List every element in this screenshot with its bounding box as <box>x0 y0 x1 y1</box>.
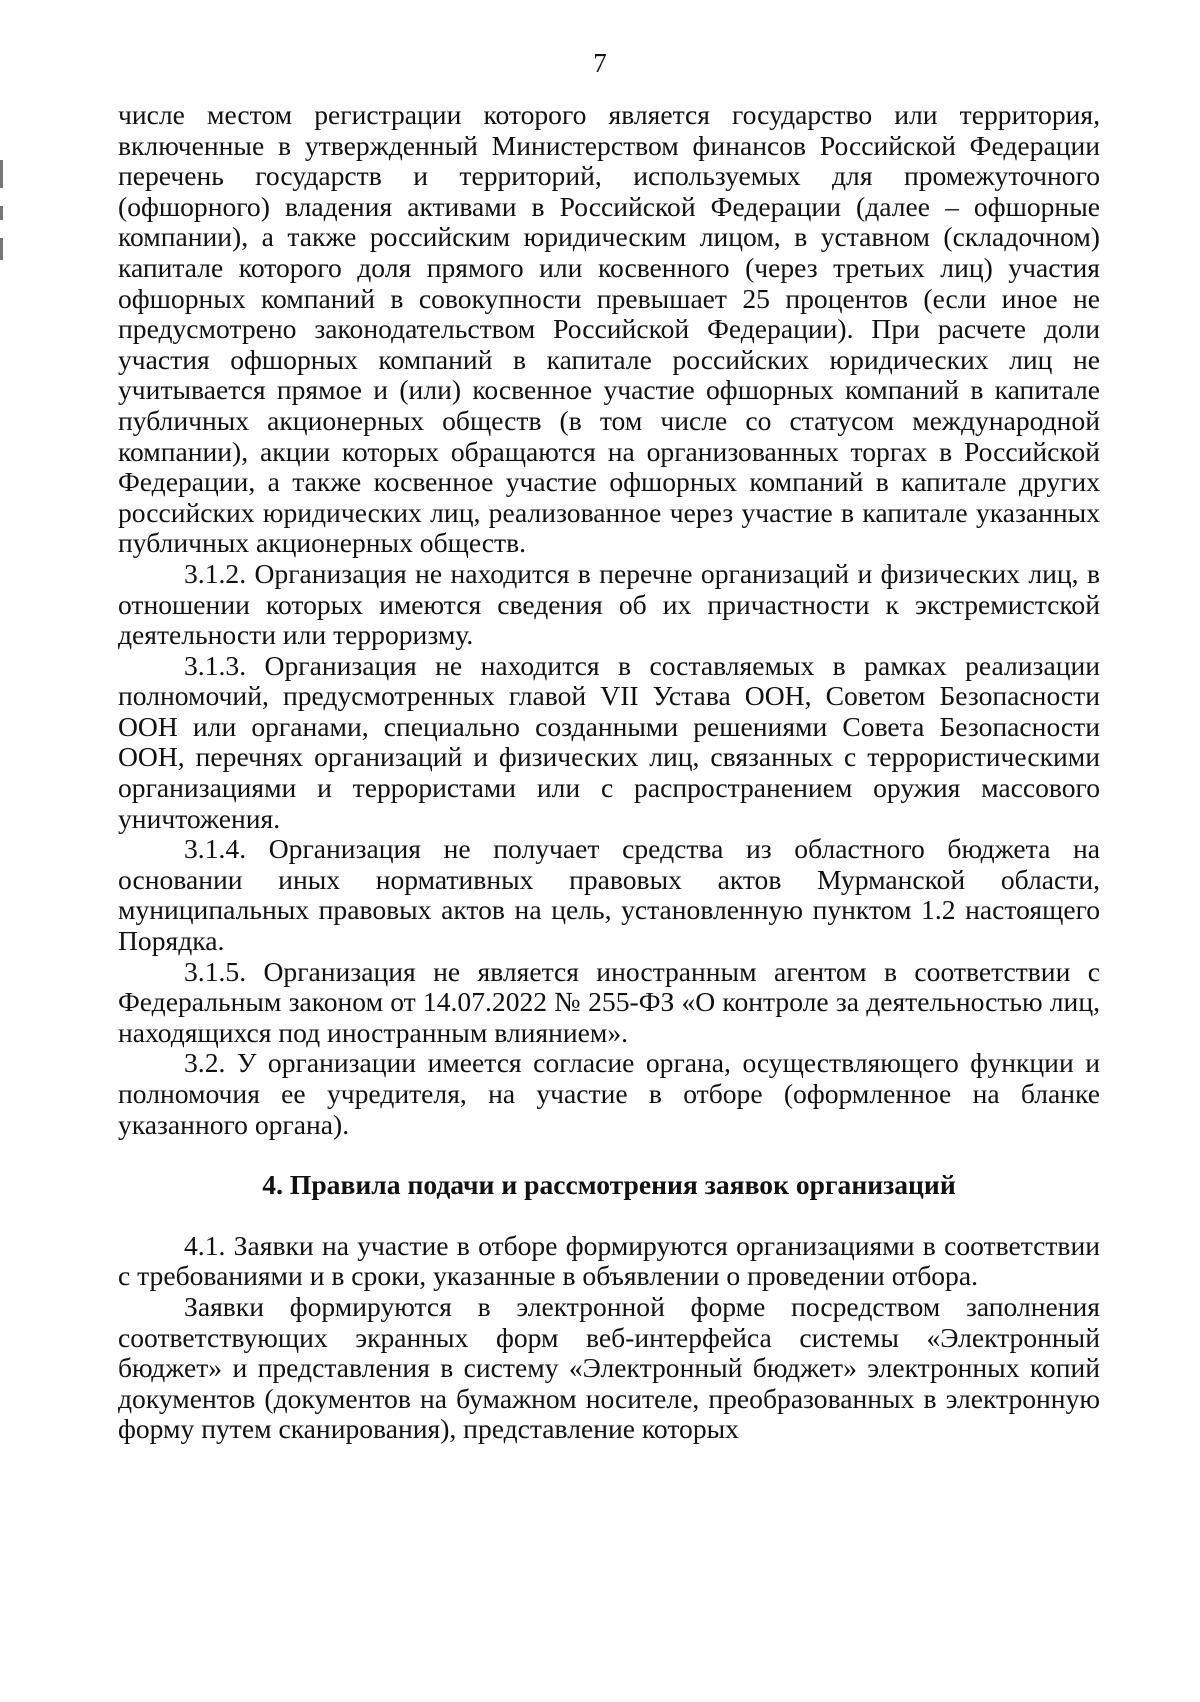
paragraph-3-2: 3.2. У организации имеется согласие органа, осуществляющего функции и полномочия ее учредителя, на участие в отборе (оформленное на бланке указанного органа). <box>118 1047 1100 1140</box>
paragraph-offshore-continuation: числе местом регистрации которого является государство или территория, включенные в утвержденный Министерством финансов Российской Федерации перечень государств и территорий, используемых для промежуточного (офшорного) владения активами в Российской Федерации (далее – офшорные компании), а также российским юридическим лицом, в уставном (складочном) капитале которого доля прямого или косвенного (через третьих лиц) участия офшорных компаний в совокупности превышает 25 процентов (если иное не предусмотрено законодательством Российской Федерации). При расчете доли участия офшорных компаний в капитале российских юридических лиц не учитывается прямое и (или) косвенное участие офшорных компаний в капитале публичных акционерных обществ (в том числе со статусом международной компании), акции которых обращаются на организованных торгах в Российской Федерации, а также косвенное участие офшорных компаний в капитале других российских юридических лиц, реализованное через участие в капитале указанных публичных акционерных обществ. <box>118 99 1100 559</box>
scan-mark <box>0 160 3 188</box>
paragraph-3-1-5: 3.1.5. Организация не является иностранным агентом в соответствии с Федеральным законом от 14.07.2022 № 255-ФЗ «О контроле за деятельностью лиц, находящихся под иностранным влиянием». <box>118 955 1100 1048</box>
section-heading: 4. Правила подачи и рассмотрения заявок организаций <box>262 1169 956 1201</box>
paragraph-3-1-4: 3.1.4. Организация не получает средства из областного бюджета на основании иных нормативных правовых актов Мурманской области, муниципальных правовых актов на цель, установленную пунктом 1.2 настоящего Порядка. <box>118 833 1100 957</box>
scan-margin-marks <box>0 160 4 330</box>
document-body <box>118 100 1100 1445</box>
paragraph-electronic-form: Заявки формируются в электронной форме посредством заполнения соответствующих экранных форм веб-интерфейса системы «Электронный бюджет» и представления в систему «Электронный бюджет» электронных копий документов (документов на бумажном носителе, преобразованных в электронную форму путем сканирования), представление которых <box>118 1290 1100 1445</box>
scan-mark <box>0 206 3 220</box>
paragraph-3-1-3: 3.1.3. Организация не находится в составляемых в рамках реализации полномочий, предусмотренных главой VII Устава ООН, Советом Безопасности ООН или органами, специально созданными решениями Совета Безопасности ООН, перечнях организаций и физических лиц, связанных с террористическими организациями и террористами или с распространением оружия массового уничтожения. <box>118 649 1100 834</box>
page-number: 7 <box>593 48 607 78</box>
paragraph-4-1: 4.1. Заявки на участие в отборе формируются организациями в соответствии с требованиями и в сроки, указанные в объявлении о проведении отбора. <box>118 1229 1100 1292</box>
paragraph-3-1-2: 3.1.2. Организация не находится в перечне организаций и физических лиц, в отношении которых имеются сведения об их причастности к экстремистской деятельности или терроризму. <box>118 557 1100 651</box>
scan-mark <box>0 238 3 260</box>
